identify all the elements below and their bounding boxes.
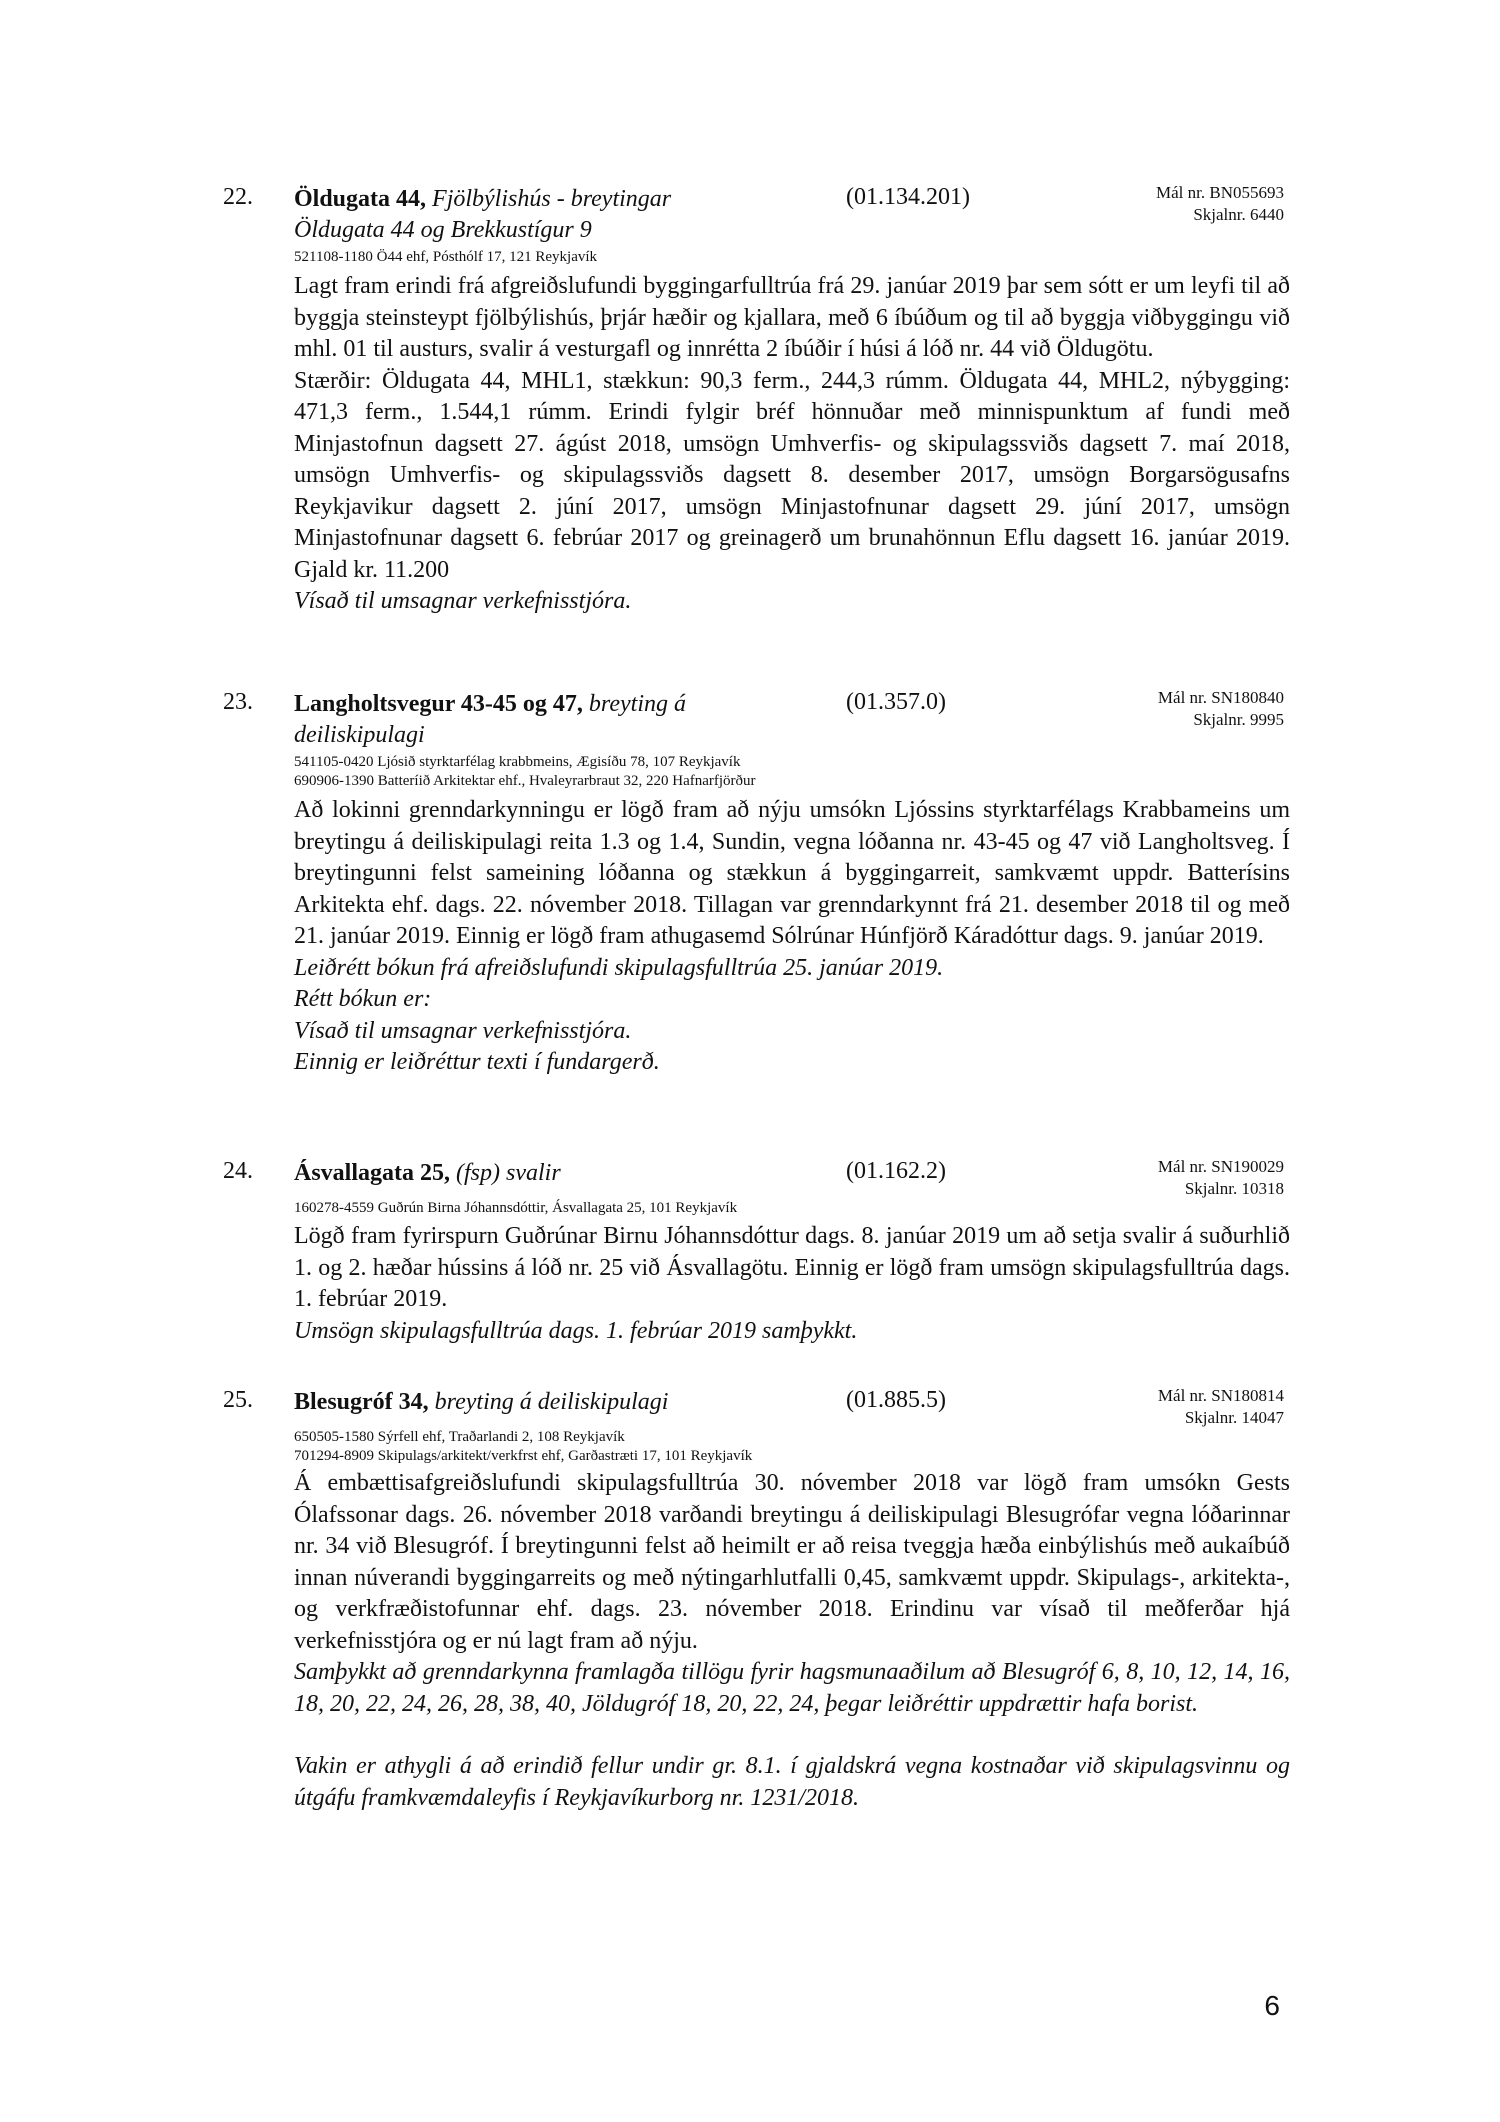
item-title-italic: breyting á deiliskipulagi	[434, 1389, 669, 1415]
item-title	[294, 1387, 794, 1418]
item-reference: (01.885.5)	[846, 1387, 946, 1413]
decision-line: Vísað til umsagnar verkefnisstjóra.	[294, 1017, 632, 1044]
document-number: Skjalnr. 14047	[1184, 1408, 1284, 1427]
item-body	[294, 271, 1290, 618]
fee-note: Vakin er athygli á að erindið fellur undir gr. 8.1. í gjaldskrá vegna kostnaðar við skipulagsvinnu og útgáfu framkvæmdaleyfis í Reykjavíkurborg nr. 1231/2018.	[294, 1753, 1290, 1811]
body-paragraph: Lagt fram erindi frá afgreiðslufundi byggingarfulltrúa frá 29. janúar 2019 þar sem sótt er um leyfi til að byggja steinsteypt fjölbýlishús, þrjár hæðir og kjallara, með 6 íbúðum og til að byggja viðbyggingu við mhl. 01 til austurs, svalir á vesturgafl og innrétta 2 íbúðir í húsi á lóð nr. 44 við Öldugötu.	[294, 273, 1290, 362]
body-paragraph: Á embættisafgreiðslufundi skipulagsfulltrúa 30. nóvember 2018 var lögð fram umsókn Gests Ólafssonar dags. 26. nóvember 2018 varðandi breytingu á deiliskipulagi Blesugrófar vegna lóðarinnar nr. 34 við Blesugróf. Í breytingunni felst að heimilt er að reisa tveggja hæða einbýlishús með aukaíbúð innan núverandi byggingarreits og með nýtingarhlutfalli 0,45, samkvæmt uppdr. Skipulags-, arkitekta-, og verkfræðistofunnar ehf. dags. 23. nóvember 2018. Erindinu var vísað til meðferðar hjá verkefnisstjóra og er nú lagt fram að nýju.	[294, 1470, 1290, 1654]
item-title	[294, 1158, 794, 1189]
decision-line: Samþykkt að grenndarkynna framlagða tillögu fyrir hagsmunaaðilum að Blesugróf 6, 8, 10, 12, 14, 16, 18, 20, 22, 24, 26, 28, 38, 40, Jöldugróf 18, 20, 22, 24, þegar leiðréttir uppdrættir hafa borist.	[294, 1659, 1290, 1717]
item-case-meta	[1156, 182, 1284, 226]
body-paragraph: Lögð fram fyrirspurn Guðrúnar Birnu Jóhannsdóttur dags. 8. janúar 2019 um að setja svalir á suðurhlið 1. og 2. hæðar hússins á lóð nr. 25 við Ásvallagötu. Einnig er lögð fram umsögn skipulagsfulltrúa dags. 1. febrúar 2019.	[294, 1223, 1290, 1312]
item-case-meta	[1158, 1156, 1284, 1200]
item-title-bold: Öldugata 44,	[294, 186, 427, 212]
decision-line: Einnig er leiðréttur texti í fundargerð.	[294, 1049, 660, 1075]
applicant: 541105-0420 Ljósið styrktarfélag krabbmeins, Ægisíðu 78, 107 Reykjavík	[294, 754, 741, 770]
item-number: 22.	[223, 184, 253, 210]
applicant: 521108-1180 Ö44 ehf, Pósthólf 17, 121 Reykjavík	[294, 249, 598, 265]
applicant: 160278-4559 Guðrún Birna Jóhannsdóttir, Ásvallagata 25, 101 Reykjavík	[294, 1200, 738, 1216]
document-number: Skjalnr. 6440	[1193, 205, 1284, 224]
decision-line: Umsögn skipulagsfulltrúa dags. 1. febrúar 2019 samþykkt.	[294, 1317, 858, 1344]
document-number: Skjalnr. 10318	[1184, 1179, 1284, 1198]
item-title-italic: breyting á deiliskipulagi	[294, 691, 687, 748]
item-title	[294, 184, 854, 246]
decision-line: Leiðrétt bókun frá afreiðslufundi skipulagsfulltrúa 25. janúar 2019.	[294, 954, 944, 981]
item-title	[294, 689, 814, 751]
page-number: 6	[1264, 1990, 1280, 2021]
case-number: Mál nr. SN180840	[1157, 688, 1284, 707]
decision-line: Rétt bókun er:	[294, 986, 432, 1012]
applicant-list	[294, 1428, 752, 1466]
item-title-italic: (fsp) svalir	[456, 1160, 561, 1186]
item-subtitle: Öldugata 44 og Brekkustígur 9	[294, 217, 592, 243]
item-number: 25.	[223, 1387, 253, 1413]
case-number: Mál nr. SN180814	[1157, 1386, 1284, 1405]
spacer	[294, 1720, 1290, 1751]
item-case-meta	[1158, 687, 1284, 731]
applicant-list	[294, 1199, 737, 1218]
decision-line: Vísað til umsagnar verkefnisstjóra.	[294, 588, 632, 614]
applicant-list	[294, 753, 756, 791]
case-number: Mál nr. BN055693	[1156, 183, 1284, 202]
item-body	[294, 1468, 1290, 1814]
item-title-bold: Langholtsvegur 43-45 og 47,	[294, 691, 583, 717]
item-reference: (01.134.201)	[846, 184, 970, 210]
applicant: 690906-1390 Batteríið Arkitektar ehf., Hvaleyrarbraut 32, 220 Hafnarfjörður	[294, 773, 756, 789]
item-title-italic: Fjölbýlishús - breytingar	[432, 186, 672, 212]
item-case-meta	[1158, 1385, 1284, 1429]
item-reference: (01.357.0)	[846, 689, 946, 715]
item-number: 24.	[223, 1158, 253, 1184]
item-title-bold: Ásvallagata 25,	[294, 1160, 450, 1186]
item-reference: (01.162.2)	[846, 1158, 946, 1184]
item-body	[294, 1221, 1290, 1347]
body-paragraph: Stærðir: Öldugata 44, MHL1, stækkun: 90,3 ferm., 244,3 rúmm. Öldugata 44, MHL2, nýbygging: 471,3 ferm., 1.544,1 rúmm. Erindi fylgir bréf hönnuðar með minnispunktum af fundi með Minjastofnun dagsett 27. ágúst 2018, umsögn Umhverfis- og skipulagssviðs dagsett 7. maí 2018, umsögn Umhverfis- og skipulagssviðs dagsett 8. desember 2017, umsögn Borgarsögusafns Reykjavikur dagsett 2. júní 2017, umsögn Minjastofnunar dagsett 29. júní 2017, umsögn Minjastofnunar dagsett 6. febrúar 2017 og greinagerð um brunahönnun Eflu dagsett 16. janúar 2019. Gjald kr. 11.200	[294, 367, 1290, 583]
body-paragraph: Að lokinni grenndarkynningu er lögð fram að nýju umsókn Ljóssins styrktarfélags Krabbameins um breytingu á deiliskipulagi reita 1.3 og 1.4, Sundin, vegna lóðanna nr. 43-45 og 47 við Langholtsveg. Í breytingunni felst sameining lóðanna og stækkun á byggingarreit, samkvæmt uppdr. Batterísins Arkitekta ehf. dags. 22. nóvember 2018. Tillagan var grenndarkynnt frá 21. desember 2018 til og með 21. janúar 2019. Einnig er lögð fram athugasemd Sólrúnar Húnfjörð Káradóttur dags. 9. janúar 2019.	[294, 797, 1290, 949]
item-title-bold: Blesugróf 34,	[294, 1389, 429, 1415]
applicant-list	[294, 248, 597, 267]
applicant: 701294-8909 Skipulags/arkitekt/verkfrst ehf, Garðastræti 17, 101 Reykjavík	[294, 1448, 753, 1464]
case-number: Mál nr. SN190029	[1157, 1157, 1284, 1176]
applicant: 650505-1580 Sýrfell ehf, Traðarlandi 2, 108 Reykjavík	[294, 1429, 625, 1445]
item-number: 23.	[223, 689, 253, 715]
document-number: Skjalnr. 9995	[1193, 710, 1284, 729]
item-body	[294, 795, 1290, 1079]
